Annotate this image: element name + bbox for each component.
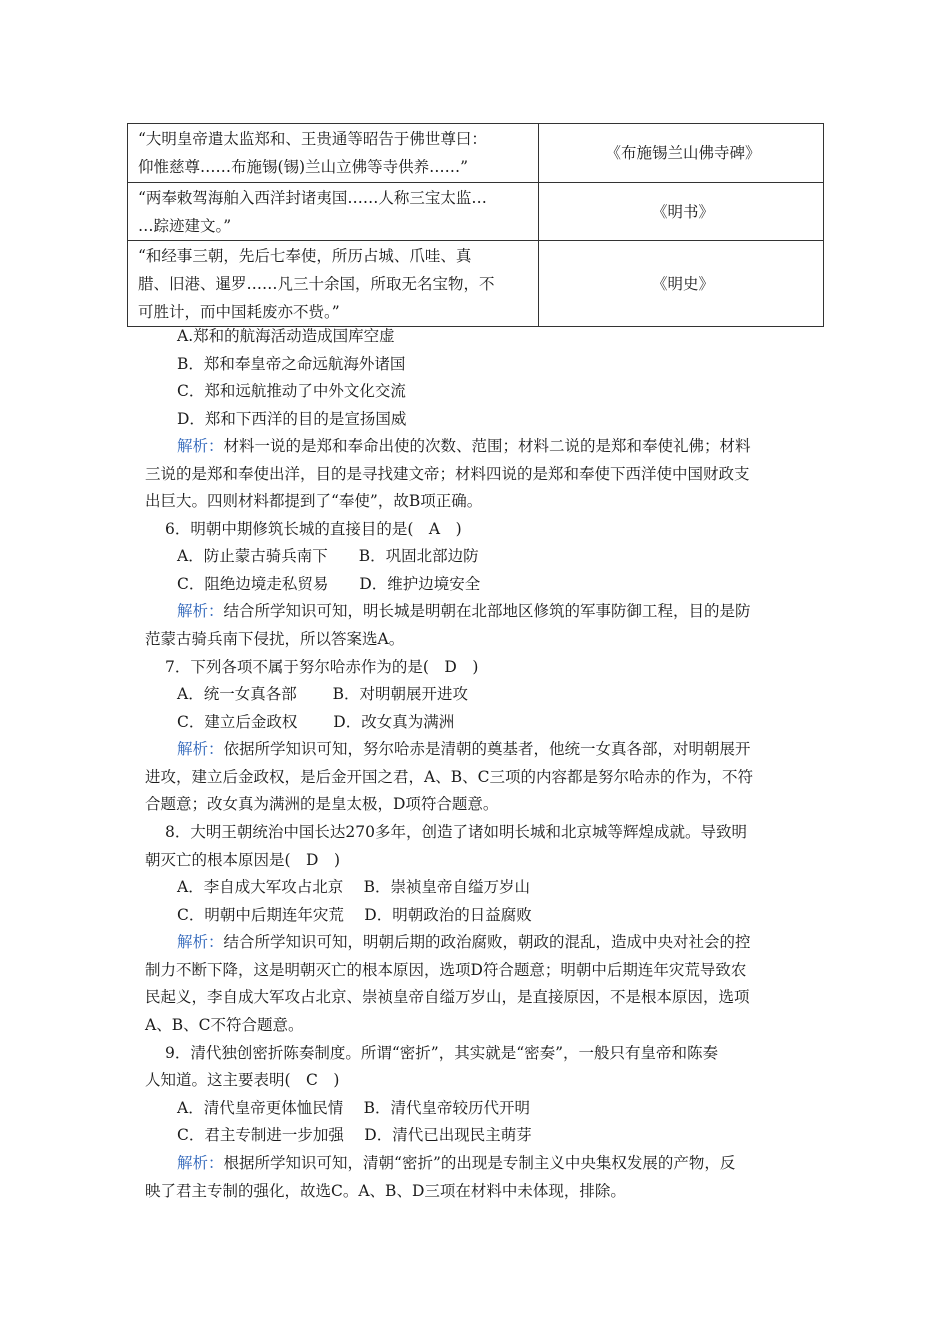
analysis-line: 解析：结合所学知识可知，明长城是明朝在北部地区修筑的军事防御工程，目的是防 [177, 602, 751, 620]
option-line: A．清代皇帝更体恤民情 B．清代皇帝较历代开明 [177, 1099, 531, 1117]
analysis-line: A、B、C不符合题意。 [145, 1016, 304, 1034]
table-row [128, 241, 824, 327]
quote-line: 仰惟慈尊……布施锡(锡)兰山立佛等寺供养……” [138, 158, 469, 176]
option-line: C．建立后金政权 D．改女真为满洲 [177, 713, 455, 731]
analysis-line: 范蒙古骑兵南下侵扰，所以答案选A。 [145, 630, 405, 648]
analysis-line: 进攻，建立后金政权，是后金开国之君，A、B、C三项的内容都是努尔哈赤的作为，不符 [145, 768, 753, 786]
option-line: A．防止蒙古骑兵南下 B．巩固北部边防 [177, 547, 479, 565]
quote-line: “和经事三朝，先后七奉使，所历占城、爪哇、真 [138, 246, 472, 265]
table-row [128, 183, 824, 241]
option-line: A.郑和的航海活动造成国库空虚 [177, 327, 395, 345]
quote-line: …踪迹建文。” [138, 216, 232, 235]
question-stem: 9．清代独创密折陈奏制度。所谓“密折”，其实就是“密奏”，一般只有皇帝和陈奏 [165, 1044, 719, 1062]
source-table [127, 123, 824, 327]
analysis-line: 映了君主专制的强化，故选C。A、B、D三项在材料中未体现，排除。 [145, 1182, 626, 1200]
analysis-label: 解析： [177, 602, 224, 620]
quote-cell [128, 241, 539, 327]
quote-line: 腊、旧港、暹罗……凡三十余国，所取无名宝物，不 [138, 274, 495, 293]
analysis-label: 解析： [177, 933, 224, 951]
option-line: C．君主专制进一步加强 D．清代已出现民主萌芽 [177, 1126, 532, 1144]
quote-cell [128, 124, 539, 183]
analysis-label: 解析： [177, 740, 224, 758]
question-stem: 7．下列各项不属于努尔哈赤作为的是( D ) [165, 658, 479, 676]
option-line: D．郑和下西洋的目的是宣扬国威 [177, 410, 407, 428]
question-stem: 人知道。这主要表明( C ) [145, 1071, 340, 1089]
question-stem: 8．大明王朝统治中国长达270多年，创造了诸如明长城和北京城等辉煌成就。导致明 [165, 823, 747, 841]
option-line: A．统一女真各部 B．对明朝展开进攻 [177, 685, 469, 703]
option-line: C．郑和远航推动了中外文化交流 [177, 382, 406, 400]
option-line: C．阻绝边境走私贸易 D．维护边境安全 [177, 575, 481, 593]
option-line: B．郑和奉皇帝之命远航海外诸国 [177, 355, 406, 373]
table-row [128, 124, 824, 183]
source-cell: 《布施锡兰山佛寺碑》 [539, 124, 824, 183]
analysis-line: 合题意；改女真为满洲的是皇太极，D项符合题意。 [145, 795, 499, 813]
analysis-line: 制力不断下降，这是明朝灭亡的根本原因，选项D符合题意；明朝中后期连年灾荒导致农 [145, 961, 747, 979]
question-stem: 6．明朝中期修筑长城的直接目的是( A ) [165, 520, 462, 538]
analysis-line: 解析：结合所学知识可知，明朝后期的政治腐败，朝政的混乱，造成中央对社会的控 [177, 933, 751, 951]
analysis-line: 出巨大。四则材料都提到了“奉使”，故B项正确。 [145, 492, 483, 510]
quote-cell [128, 183, 539, 241]
quote-line: 可胜计，而中国耗废亦不赀。” [138, 302, 340, 321]
option-line: A．李自成大军攻占北京 B．崇祯皇帝自缢万岁山 [177, 878, 531, 896]
analysis-line: 解析：材料一说的是郑和奉命出使的次数、范围；材料二说的是郑和奉使礼佛；材料 [177, 437, 751, 455]
analysis-line: 解析：根据所学知识可知，清朝“密折”的出现是专制主义中央集权发展的产物，反 [177, 1154, 736, 1172]
analysis-line: 民起义，李自成大军攻占北京、崇祯皇帝自缢万岁山，是直接原因，不是根本原因，选项 [145, 988, 750, 1006]
analysis-label: 解析： [177, 1154, 224, 1172]
source-cell: 《明书》 [539, 183, 824, 241]
quote-line: “大明皇帝遣太监郑和、王贵通等昭告于佛世尊曰： [138, 130, 487, 148]
quote-line: “两奉敕驾海舶入西洋封诸夷国……人称三宝太监… [138, 188, 487, 207]
question-stem: 朝灭亡的根本原因是( D ) [145, 851, 341, 869]
analysis-label: 解析： [177, 437, 224, 455]
source-cell: 《明史》 [539, 241, 824, 327]
analysis-line: 三说的是郑和奉使出洋，目的是寻找建文帝；材料四说的是郑和奉使下西洋使中国财政支 [145, 465, 750, 483]
analysis-line: 解析：依据所学知识可知，努尔哈赤是清朝的奠基者，他统一女真各部，对明朝展开 [177, 740, 751, 758]
option-line: C．明朝中后期连年灾荒 D．明朝政治的日益腐败 [177, 906, 532, 924]
